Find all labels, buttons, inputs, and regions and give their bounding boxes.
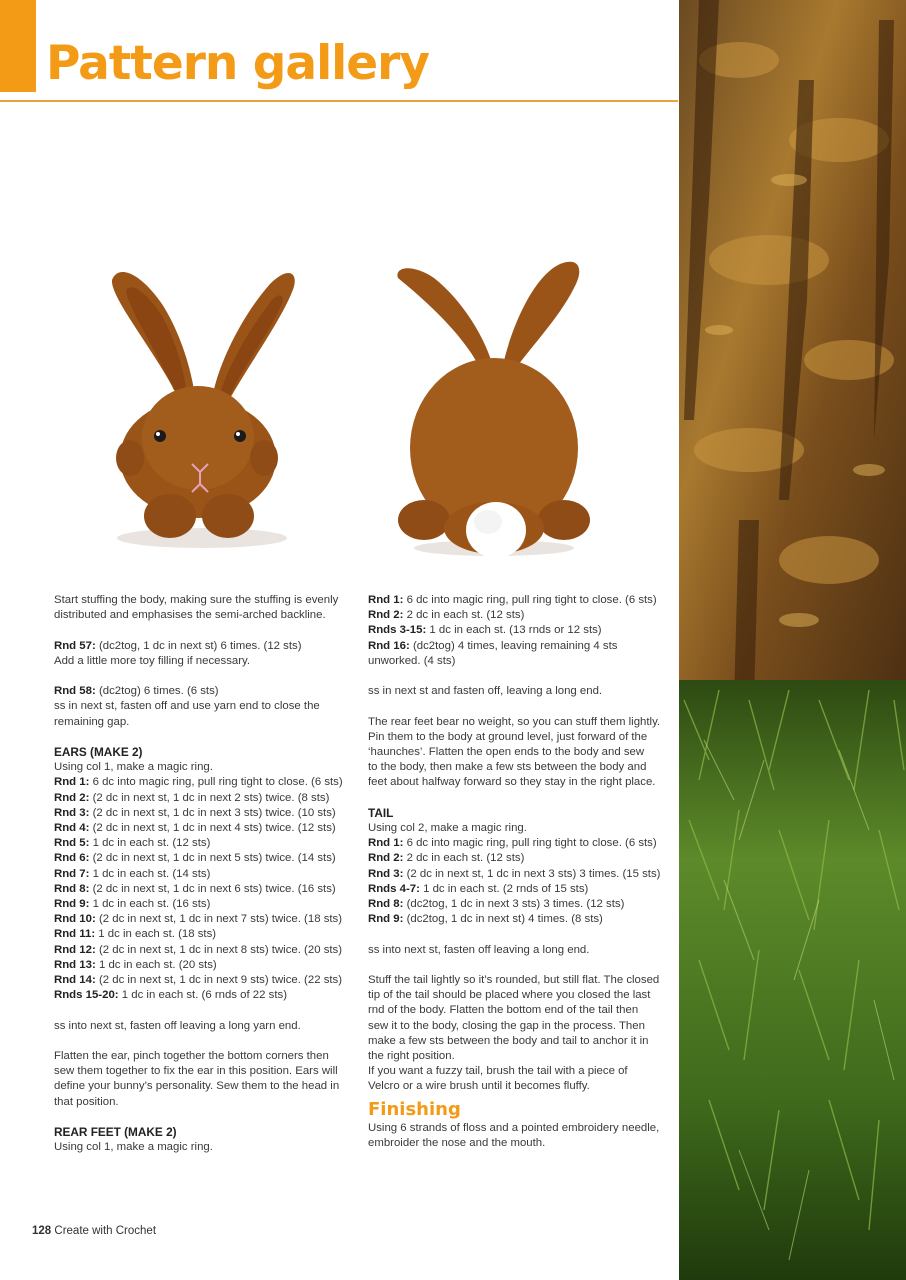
pattern-row: Rnd 6: (2 dc in next st, 1 dc in next 5 sts) twice. (14 sts) — [54, 852, 336, 865]
pattern-row: Rnd 12: (2 dc in next st, 1 dc in next 8 sts) twice. (20 sts) — [54, 943, 343, 956]
ears-instructions: Using col 1, make a magic ring. Rnd 1: 6 dc into magic ring, pull ring tight to close. (6 sts) Rnd 2: (2 dc in next st, 1 dc in next 2 sts) twice. (8 sts) Rnd 3: (2 dc in next st, 1 dc in next 3 sts) twice. (10 sts) Rnd 4: (2 dc in next st, 1 dc in next 4 sts) twice. (12 sts) Rnd 5: 1 dc in each st. (12 sts) Rnd 6: (2 dc in next st, 1 dc in next 5 sts) twice. (14 sts) Rnd 7: 1 dc in each st. (14 sts) Rnd 8: (2 dc in next st, 1 dc in next 6 sts) twice. (16 sts) Rnd 9: 1 dc in each st. (16 sts) Rnd 10: (2 dc in next st, 1 dc in next 7 sts) twice. (18 sts) Rnd 11: 1 dc in each st. (18 sts) Rnd 12: (2 dc in next st, 1 dc in next 8 sts) twice. (20 sts) Rnd 13: 1 dc in each st. (20 sts) Rnd 14: (2 dc in next st, 1 dc in next 9 sts) twice. (22 sts) Rnds 15-20: 1 dc in each st. (6 rnds of 22 sts) — [54, 760, 354, 1003]
pattern-row: Rnd 5: 1 dc in each st. (12 sts) — [54, 837, 211, 850]
pattern-row: Rnds 4-7: 1 dc in each st. (2 rnds of 15 sts) — [368, 882, 589, 895]
pattern-row: Rnd 7: 1 dc in each st. (14 sts) — [54, 867, 211, 880]
pattern-row: Rnd 2: 2 dc in each st. (12 sts) — [368, 852, 525, 865]
header-rule — [0, 100, 678, 102]
bunny-front-photo — [100, 258, 310, 558]
tail-fasten-paragraph: ss into next st, fasten off leaving a long end. — [368, 943, 590, 956]
rear-feet-fasten-paragraph: ss in next st and fasten off, leaving a long end. — [368, 685, 603, 698]
pattern-row: Rnds 15-20: 1 dc in each st. (6 rnds of 22 sts) — [54, 989, 287, 1002]
header-accent-tab — [0, 0, 36, 92]
tail-finish-paragraph: Stuff the tail lightly so it’s rounded, but still flat. The closed tip of the tail should be placed where you closed the last rnd of the body. Flatten the bottom end of the tail then sew it to the body, closing the gap in the process. Then make a few sts between the body and tail to anchor it in the right position. If you want a fuzzy tail, brush the tail with a piece of Velcro or a wire brush until it becomes fluffy. — [368, 974, 660, 1093]
page-footer — [32, 1225, 156, 1237]
ears-fasten-paragraph: ss into next st, fasten off leaving a long yarn end. — [54, 1019, 301, 1032]
page-number: 128 — [32, 1225, 52, 1237]
finishing-heading: Finishing — [368, 1098, 461, 1120]
rnd-58-paragraph: Rnd 58: (dc2tog) 6 times. (6 sts) ss in next st, fasten off and use yarn end to close the remaining gap. — [54, 685, 320, 728]
pattern-row: Rnd 13: 1 dc in each st. (20 sts) — [54, 958, 217, 971]
pattern-row: Rnd 14: (2 dc in next st, 1 dc in next 9 sts) twice. (22 sts) — [54, 974, 343, 987]
pattern-row: Rnd 10: (2 dc in next st, 1 dc in next 7 sts) twice. (18 sts) — [54, 913, 343, 926]
page-title: Pattern gallery — [46, 36, 429, 91]
ears-finish-paragraph: Flatten the ear, pinch together the bottom corners then sew them together to fix the ear in this position. Ears will define your bunny’s personality. Sew them to the head in that position. — [54, 1050, 340, 1108]
pattern-row: Rnd 2: (2 dc in next st, 1 dc in next 2 sts) twice. (8 sts) — [54, 791, 330, 804]
pattern-row: Rnd 8: (2 dc in next st, 1 dc in next 6 sts) twice. (16 sts) — [54, 882, 336, 895]
pattern-row: Rnd 16: (dc2tog) 4 times, leaving remaining 4 sts — [368, 639, 618, 652]
intro-paragraph: Start stuffing the body, making sure the stuffing is evenly distributed and emphasises the semi-arched backline. — [54, 594, 339, 622]
pattern-row: Rnd 1: 6 dc into magic ring, pull ring tight to close. (6 sts) — [54, 776, 343, 789]
pattern-row: Rnd 9: (dc2tog, 1 dc in next st) 4 times. (8 sts) — [368, 913, 603, 926]
left-text-column — [54, 593, 354, 1155]
tail-heading: TAIL — [368, 805, 394, 820]
rear-feet-finish-paragraph: The rear feet bear no weight, so you can stuff them lightly. Pin them to the body at ground level, just forward of the ‘haunches’. Flatten the open ends to the body and sew to the body, then make a few sts between the body and feet about halfway forward so they stay in the right place. — [368, 715, 661, 789]
bunny-back-photo — [390, 258, 600, 568]
rear-feet-intro: Using col 1, make a magic ring. — [54, 1141, 213, 1154]
rear-feet-rows: Rnd 1: 6 dc into magic ring, pull ring tight to close. (6 sts) Rnd 2: 2 dc in each st. (12 sts) Rnds 3-15: 1 dc in each st. (13 rnds or 12 sts) Rnd 16: (dc2tog) 4 times, leaving remaining 4 sts unworked. (4 sts) — [368, 593, 668, 669]
pattern-row: Rnd 1: 6 dc into magic ring, pull ring tight to close. (6 sts) — [368, 594, 657, 606]
pattern-row: Rnd 11: 1 dc in each st. (18 sts) — [54, 928, 217, 941]
right-text-column — [368, 593, 668, 1151]
ears-heading: EARS (MAKE 2) — [54, 744, 143, 759]
pattern-row: Rnd 4: (2 dc in next st, 1 dc in next 4 sts) twice. (12 sts) — [54, 822, 336, 834]
finishing-paragraph: Using 6 strands of floss and a pointed embroidery needle, embroider the nose and the mouth. — [368, 1121, 660, 1149]
pattern-row: Rnd 2: 2 dc in each st. (12 sts) — [368, 609, 525, 622]
pattern-row: Rnd 3: (2 dc in next st, 1 dc in next 3 sts) twice. (10 sts) — [54, 806, 336, 819]
rear-feet-heading: REAR FEET (MAKE 2) — [54, 1125, 177, 1140]
tail-rows: Using col 2, make a magic ring. Rnd 1: 6 dc into magic ring, pull ring tight to close. (6 sts) Rnd 2: 2 dc in each st. (12 sts) Rnd 3: (2 dc in next st, 1 dc in next 3 sts) 3 times. (15 sts) Rnds 4-7: 1 dc in each st. (2 rnds of 15 sts) Rnd 8: (dc2tog, 1 dc in next 3 sts) 3 times. (12 sts) Rnd 9: (dc2tog, 1 dc in next st) 4 times. (8 sts) — [368, 821, 668, 927]
pattern-row: Rnd 3: (2 dc in next st, 1 dc in next 3 sts) 3 times. (15 sts) — [368, 867, 661, 880]
pattern-row: Rnds 3-15: 1 dc in each st. (13 rnds or 12 sts) — [368, 624, 602, 637]
rnd-57-paragraph: Rnd 57: (dc2tog, 1 dc in next st) 6 times. (12 sts) Add a little more toy filling if necessary. — [54, 639, 302, 667]
pattern-row: Rnd 1: 6 dc into magic ring, pull ring tight to close. (6 sts) — [368, 837, 657, 850]
bark-and-grass-photo — [679, 0, 906, 1280]
pattern-row: Rnd 9: 1 dc in each st. (16 sts) — [54, 898, 211, 911]
publication-name: Create with Crochet — [54, 1225, 157, 1237]
pattern-row: Rnd 8: (dc2tog, 1 dc in next 3 sts) 3 times. (12 sts) — [368, 898, 625, 911]
